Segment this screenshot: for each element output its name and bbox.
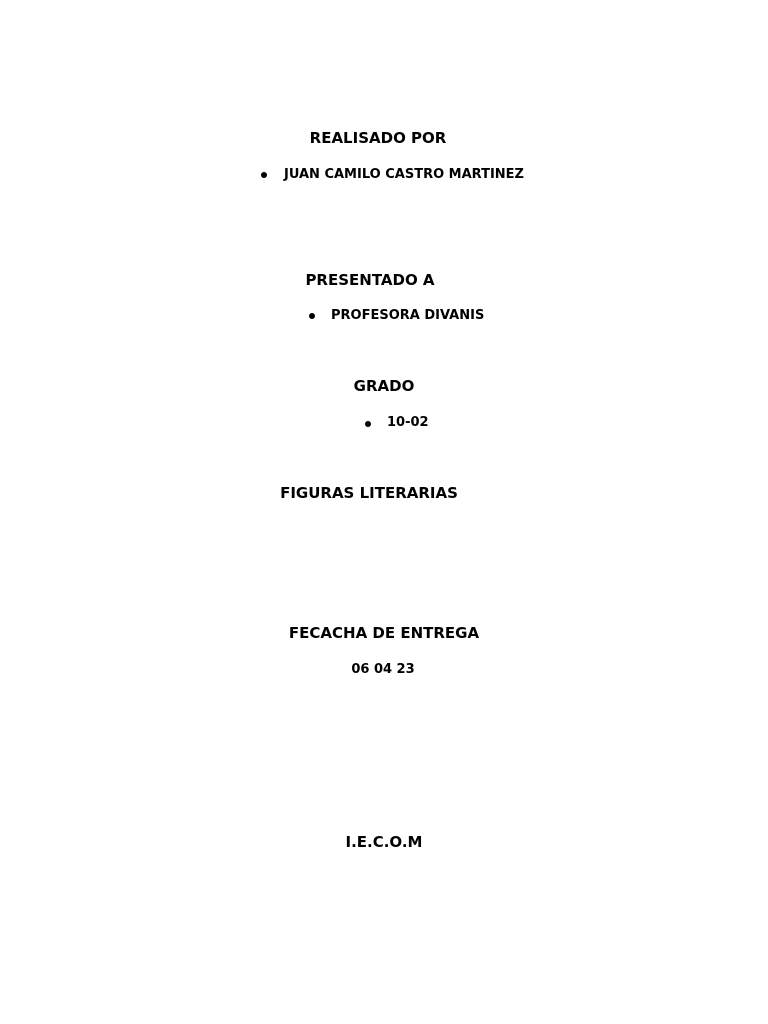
bullet-icon <box>309 313 315 319</box>
subject-title: FIGURAS LITERARIAS <box>280 484 458 502</box>
delivery-date-value: 06 04 23 <box>351 662 415 677</box>
made-by-heading: REALISADO POR <box>309 129 447 147</box>
teacher-name: PROFESORA DIVANIS <box>331 308 485 323</box>
grade-heading: GRADO <box>353 377 415 395</box>
bullet-icon <box>365 421 371 427</box>
author-name: JUAN CAMILO CASTRO MARTINEZ <box>284 167 524 182</box>
institution-name: I.E.C.O.M <box>345 833 423 851</box>
delivery-date-heading: FECACHA DE ENTREGA <box>288 624 480 642</box>
bullet-icon <box>261 172 267 178</box>
presented-to-heading: PRESENTADO A <box>305 271 435 289</box>
grade-value: 10-02 <box>387 415 429 430</box>
